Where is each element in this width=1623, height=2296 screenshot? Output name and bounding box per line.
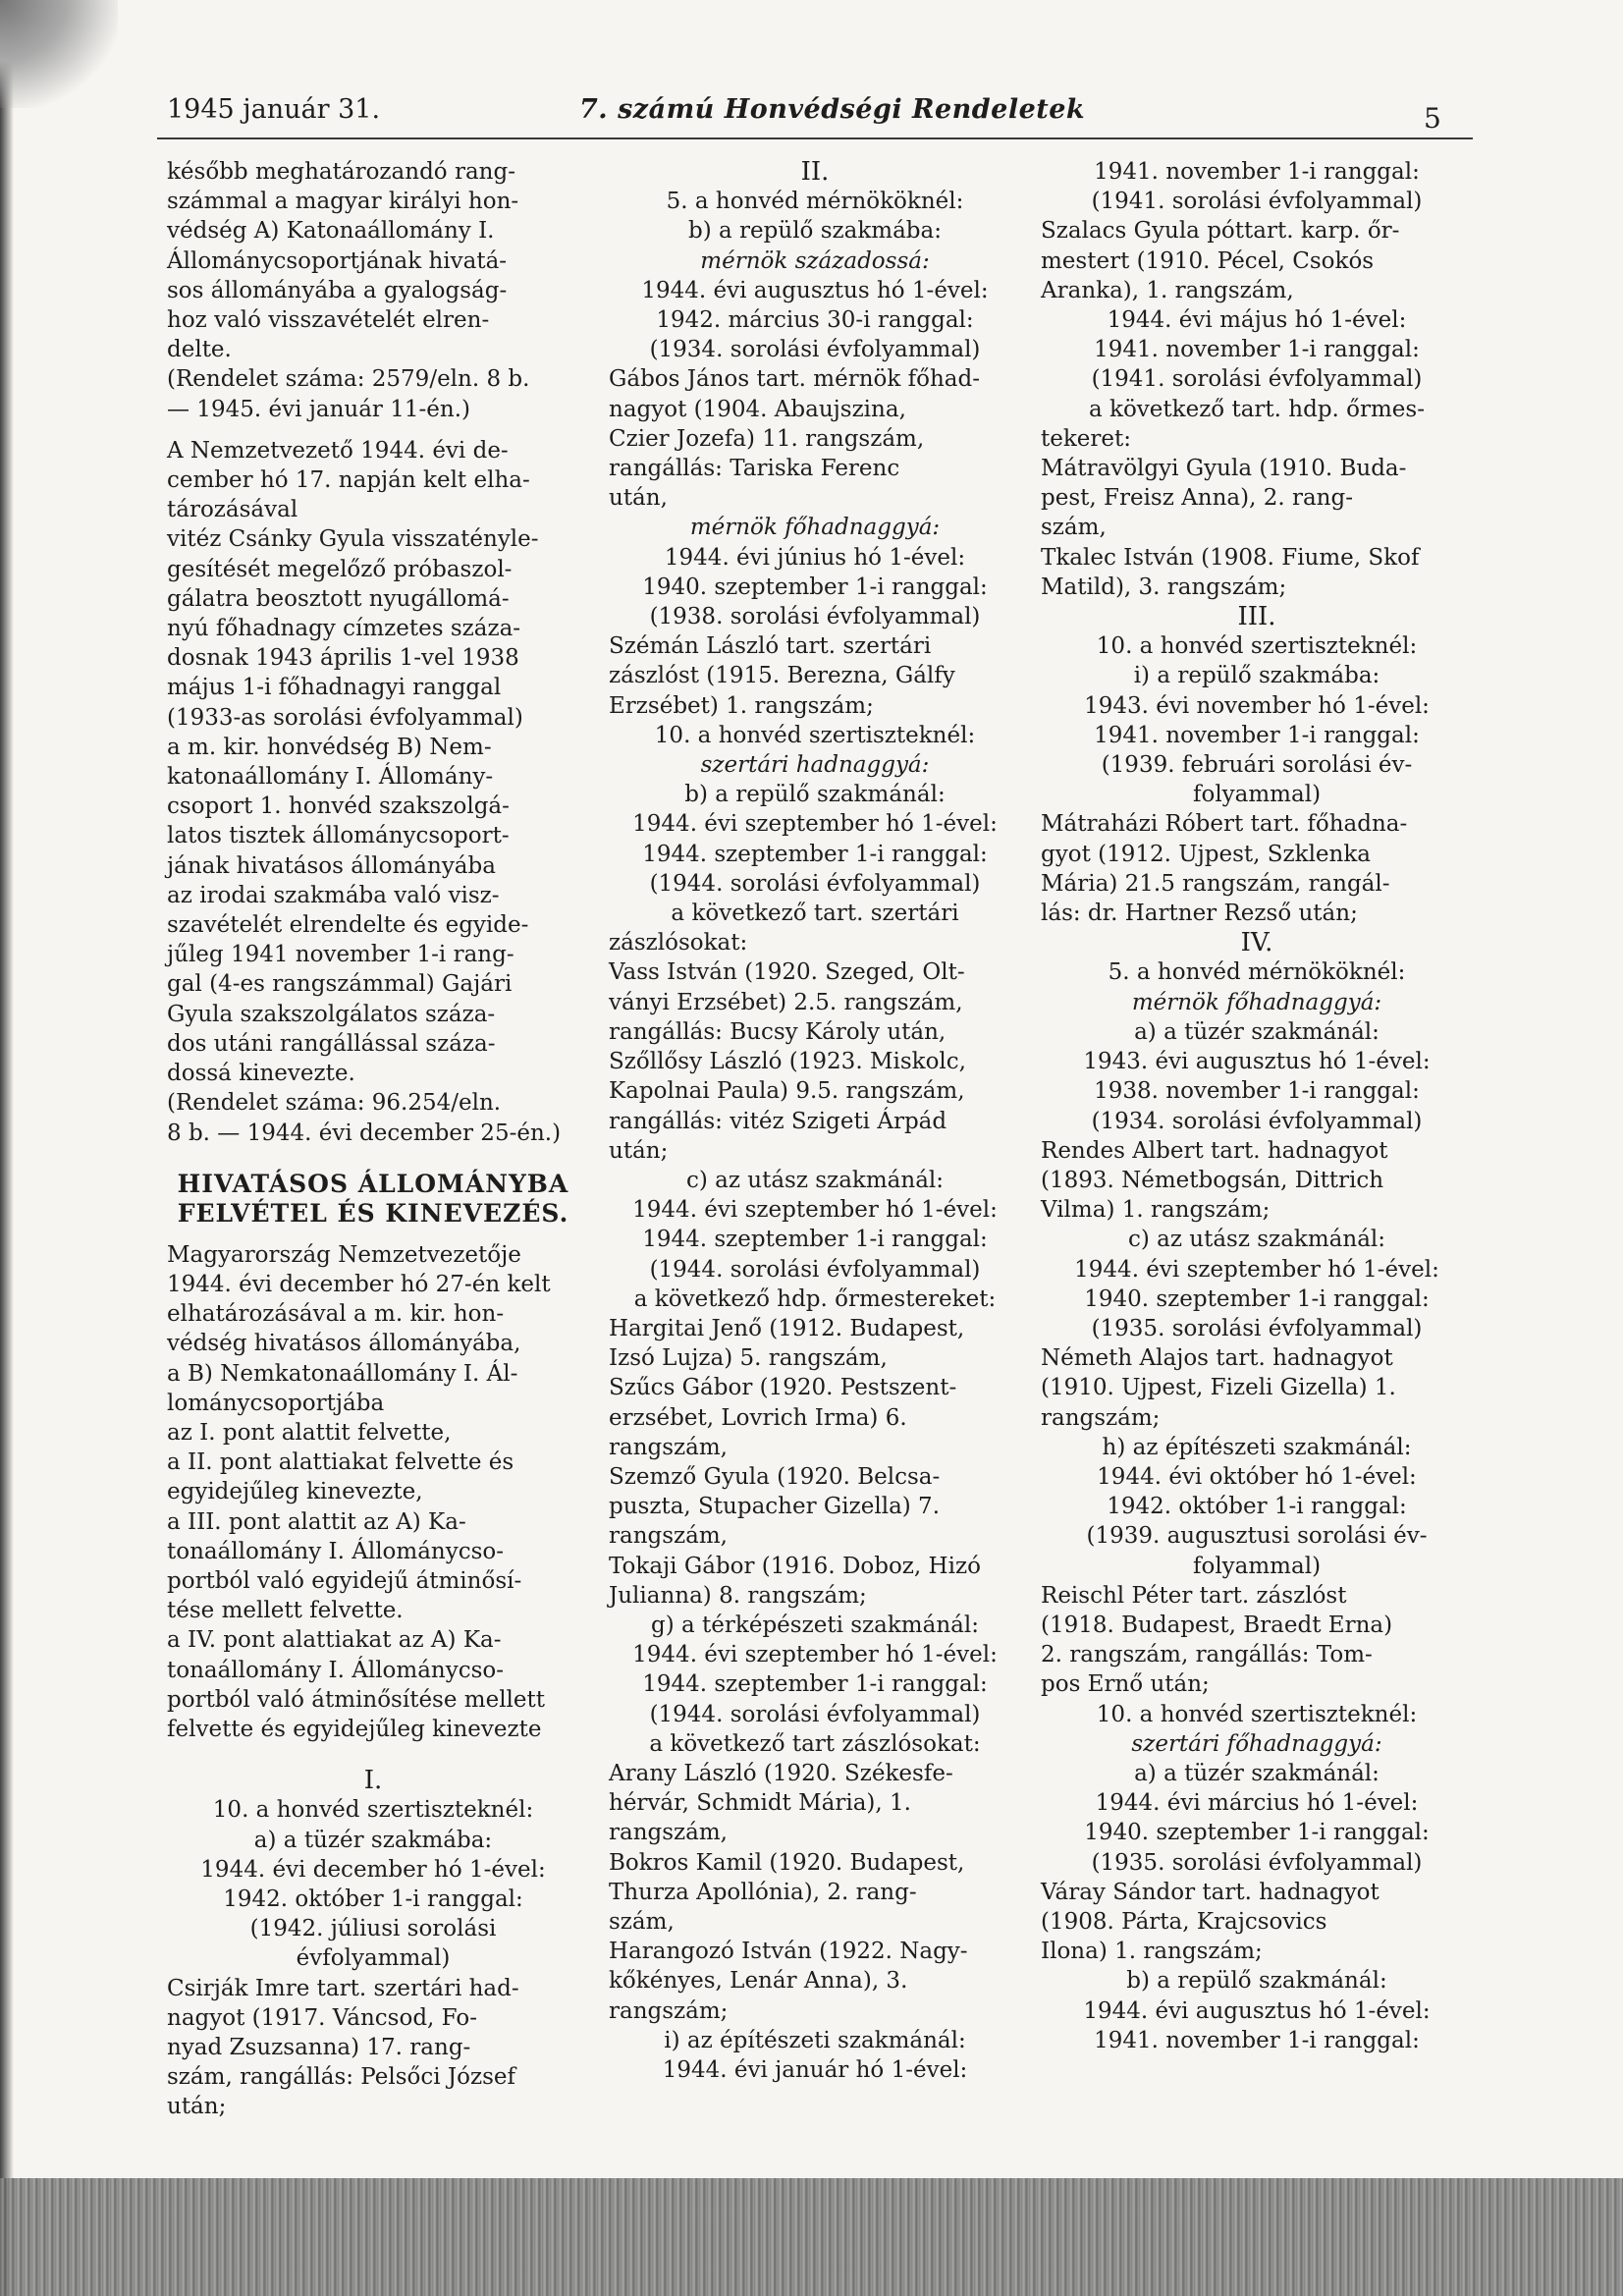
text-line: pest, Freisz Anna), 2. rang- [1041,485,1353,512]
text-line: i) a repülő szakmába: [1133,663,1380,689]
text-line: 2. rangszám, rangállás: Tom- [1041,1642,1373,1668]
text-line: után; [609,1137,669,1164]
text-line: Matild), 3. rangszám; [1041,574,1287,600]
text-line: (1939. augusztusi sorolási év- [1086,1523,1428,1550]
text-line: dos utáni rangállással száza- [167,1030,496,1057]
text-line: a) a tüzér szakmánál: [1134,1760,1380,1786]
text-line: a) a tüzér szakmánál: [1134,1018,1380,1045]
text-line: a következő hdp. őrmestereket: [633,1285,997,1312]
text-line: rangszám, [609,1820,728,1846]
text-line: Németh Alajos tart. hadnagyot [1041,1345,1393,1372]
text-line: Rendes Albert tart. hadnagyot [1041,1137,1388,1164]
text-line: 1942. március 30-i ranggal: [656,307,974,334]
text-line: (1939. februári sorolási év- [1101,752,1413,779]
text-line: (Rendelet száma: 96.254/eln. [167,1090,502,1117]
scan-bottom-band [0,2178,1623,2296]
text-line: 1944. szeptember 1-i ranggal: [642,841,988,867]
text-line: (1935. sorolási évfolyammal) [1091,1849,1423,1876]
text-line: Mátravölgyi Gyula (1910. Buda- [1041,456,1407,482]
text-line: 10. a honvéd szertiszteknél: [212,1797,534,1824]
text-line: gal (4-es rangszámmal) Gajári [167,971,513,998]
text-line: az I. pont alattit felvette, [167,1419,452,1446]
text-line: 1943. évi november hó 1-ével: [1084,692,1430,719]
text-line: után, [609,485,668,512]
text-line: 1944. évi január hó 1-ével: [662,2057,968,2083]
text-line: 1941. november 1-i ranggal: [1094,2027,1420,2053]
text-line: 1941. november 1-i ranggal: [1094,337,1420,363]
text-line: 1940. szeptember 1-i ranggal: [1084,1285,1430,1312]
text-line: 1944. évi december hó 1-ével: [200,1856,546,1883]
text-line: Váray Sándor tart. hadnagyot [1041,1879,1380,1905]
text-line: Hargitai Jenő (1912. Budapest, [609,1315,965,1341]
text-line: 1941. november 1-i ranggal: [1094,159,1420,185]
text-line: rangszám; [609,1997,729,2024]
text-line: később meghatározandó rang- [167,159,515,185]
text-line: Izsó Lujza) 5. rangszám, [609,1345,888,1372]
text-line: 1940. szeptember 1-i ranggal: [642,574,988,600]
text-line: a következő tart. szertári [671,901,959,927]
text-line: szertári hadnaggyá: [700,752,930,779]
text-line: lománycsoportjába [167,1390,385,1416]
text-line: (1908. Párta, Krajcsovics [1041,1908,1327,1935]
text-line: az irodai szakmába való visz- [167,882,500,908]
text-line: elhatározásával a m. kir. hon- [167,1301,505,1328]
text-line: ványi Erzsébet) 2.5. rangszám, [609,989,963,1015]
text-line: c) az utász szakmánál: [685,1167,945,1193]
text-line: szám, [609,1908,675,1935]
text-line: a III. pont alattit az A) Ka- [167,1508,466,1535]
text-line: Szemző Gyula (1920. Belcsa- [609,1463,941,1490]
spacer [167,1744,579,1766]
text-line: (1942. júliusi sorolási [249,1916,497,1942]
text-line: tonaállomány I. Állománycso- [167,1657,505,1683]
spacer [167,1229,579,1240]
text-line: 8 b. — 1944. évi december 25-én.) [167,1120,562,1146]
text-line: (1934. sorolási évfolyammal) [649,337,981,363]
text-line: b) a repülő szakmába: [688,218,942,245]
text-line: Reischl Péter tart. zászlóst [1041,1582,1347,1609]
text-line: 1944. évi március hó 1-ével: [1095,1790,1419,1817]
text-line: 1944. évi május hó 1-ével: [1107,307,1407,334]
text-line: 1944. évi augusztus hó 1-ével: [641,277,989,303]
text-line: (1941. sorolási évfolyammal) [1091,366,1423,393]
text-line: a m. kir. honvédség B) Nem- [167,734,492,760]
text-line: 10. a honvéd szertiszteknél: [1096,1701,1418,1727]
text-line: nyad Zsuzsanna) 17. rang- [167,2034,471,2060]
column-3-text [1041,157,1473,2055]
text-line: portból való egyidejű átminősí- [167,1567,522,1594]
text-line: rangállás: Bucsy Károly után, [609,1018,947,1045]
text-line: sos állományába a gyalogság- [167,277,508,303]
text-line: mérnök századossá: [700,247,930,274]
text-line: 1944. évi augusztus hó 1-ével: [1083,1997,1431,2024]
text-line: 1942. október 1-i ranggal: [1107,1494,1407,1520]
text-line: latos tisztek állománycsoport- [167,823,510,849]
text-line: pos Ernő után; [1041,1671,1210,1698]
text-line: a IV. pont alattiakat az A) Ka- [167,1627,502,1654]
text-line: 1940. szeptember 1-i ranggal: [1084,1820,1430,1846]
text-line: (1893. Németbogsán, Dittrich [1041,1167,1384,1193]
text-line: (1941. sorolási évfolyammal) [1091,189,1423,215]
text-line: lás: dr. Hartner Rezső után; [1041,901,1358,927]
column-1-appointments [167,1240,579,1744]
text-line: rangszám, [609,1523,728,1550]
column-1-text [167,157,579,1148]
text-line: Arany László (1920. Székesfe- [609,1760,953,1786]
text-line: 5. a honvéd mérnököknél: [666,189,964,215]
page-header [157,94,1473,134]
text-line: (1944. sorolási évfolyammal) [649,1701,981,1727]
text-line: védség A) Katonaállomány I. [167,218,495,245]
text-line: Vilma) 1. rangszám; [1041,1197,1271,1224]
text-line: A Nemzetvezető 1944. évi de- [167,437,509,464]
text-line: 1944. évi június hó 1-ével: [664,544,966,571]
header-date: 1945 január 31. [167,94,381,125]
text-line: hoz való visszavételét elren- [167,307,490,334]
text-line: a) a tüzér szakmába: [253,1827,493,1853]
text-line: IV. [1240,928,1273,958]
text-line: g) a térképészeti szakmánál: [651,1612,979,1638]
page-number: 5 [1424,102,1441,135]
text-line: gyot (1912. Ujpest, Szklenka [1041,841,1372,867]
section-heading-line-1: HIVATÁSOS ÁLLOMÁNYBA [177,1169,569,1198]
header-title: 7. számú Honvédségi Rendeletek [579,94,1086,125]
text-line: 10. a honvéd szertiszteknél: [654,722,976,748]
text-line: hérvár, Schmidt Mária), 1. [609,1790,911,1817]
text-line: Aranka), 1. rangszám, [1041,277,1294,303]
text-line: rangszám, [609,1434,728,1460]
text-line: Kapolnai Paula) 9.5. rangszám, [609,1078,965,1105]
text-line: Szőllősy László (1923. Miskolc, [609,1049,966,1075]
text-line: zászlóst (1915. Berezna, Gálfy [609,663,955,689]
text-line: védség hivatásos állományába, [167,1331,521,1357]
text-line: 1941. november 1-i ranggal: [1094,722,1420,748]
text-line: h) az építészeti szakmánál: [1102,1434,1412,1460]
text-line: dosnak 1943 április 1-vel 1938 [167,645,519,672]
text-line: (1933-as sorolási évfolyammal) [167,704,523,731]
text-line: Czier Jozefa) 11. rangszám, [609,425,925,452]
text-line: felvette és egyidejűleg kinevezte [167,1716,542,1742]
text-line: Gábos János tart. mérnök főhad- [609,366,980,393]
text-line: a B) Nemkatonaállomány I. Ál- [167,1360,518,1387]
text-line: folyammal) [1192,1553,1322,1579]
text-line: Julianna) 8. rangszám; [609,1582,867,1609]
text-line: Tokaji Gábor (1916. Doboz, Hizó [609,1553,981,1579]
text-line: Harangozó István (1922. Nagy- [609,1939,968,1965]
text-line: Mátraházi Róbert tart. főhadna- [1041,811,1408,838]
text-line: 1944. évi szeptember hó 1-ével: [632,1642,998,1668]
text-line: 10. a honvéd szertiszteknél: [1096,633,1418,660]
text-line: nyú főhadnagy címzetes száza- [167,616,521,642]
text-line: Bokros Kamil (1920. Budapest, [609,1849,965,1876]
text-line: kőkényes, Lenár Anna), 3. [609,1968,908,1995]
text-line: 1944. szeptember 1-i ranggal: [642,1227,988,1253]
text-line: I. [363,1766,383,1796]
text-line: zászlósokat: [609,930,748,957]
text-line: (1910. Ujpest, Fizeli Gizella) 1. [1041,1375,1396,1401]
text-line: katonaállomány I. Állomány- [167,764,494,791]
text-line: i) az építészeti szakmánál: [664,2027,966,2053]
text-line: szám, rangállás: Pelsőci József [167,2064,516,2091]
text-line: (1934. sorolási évfolyammal) [1091,1108,1423,1134]
text-line: cember hó 17. napján kelt elha- [167,467,530,494]
text-line: Gyula szakszolgálatos száza- [167,1001,496,1027]
column-3 [1041,157,1473,2055]
text-line: jának hivatásos állományába [167,852,496,879]
text-line: 1938. november 1-i ranggal: [1094,1078,1420,1105]
text-line: (1918. Budapest, Braedt Erna) [1041,1612,1393,1638]
section-heading-line-2: FELVÉTEL ÉS KINEVEZÉS. [177,1198,569,1228]
text-line: 5. a honvéd mérnököknél: [1108,959,1406,986]
text-line: Tkalec István (1908. Fiume, Skof [1041,544,1420,571]
scan-edge-shadow [0,0,14,2296]
header-rule [157,137,1473,139]
text-line: portból való átminősítése mellett [167,1686,546,1713]
text-line: puszta, Stupacher Gizella) 7. [609,1494,941,1520]
text-line: 1943. évi augusztus hó 1-ével: [1083,1049,1431,1075]
text-line: — 1945. évi január 11-én.) [167,396,470,422]
text-line: rangszám; [1041,1404,1161,1431]
text-line: 1944. évi december hó 27-én kelt [167,1271,551,1297]
text-line: III. [1237,602,1276,632]
text-line: gálatra beosztott nyugállomá- [167,585,510,612]
text-line: mérnök főhadnaggyá: [689,515,941,541]
spacer [167,1148,579,1170]
text-line: vitéz Csánky Gyula visszatényle- [167,526,539,553]
text-line: tekeret: [1041,425,1131,452]
column-2-text [609,157,1021,2085]
text-line: (1944. sorolási évfolyammal) [649,1256,981,1283]
text-line: a következő tart. hdp. őrmes- [1088,396,1425,422]
text-line: Állománycsoportjának hivatá- [167,247,508,274]
text-line: 1942. október 1-i ranggal: [223,1886,523,1912]
text-line: 1944. évi szeptember hó 1-ével: [632,1197,998,1224]
text-line: Thurza Apollónia), 2. rang- [609,1879,917,1905]
text-line: szertári főhadnaggyá: [1131,1730,1382,1757]
text-line: tározásával [167,497,298,523]
text-line: a II. pont alattiakat felvette és [167,1449,514,1476]
text-line: (1944. sorolási évfolyammal) [649,870,981,897]
text-line: c) az utász szakmánál: [1127,1227,1386,1253]
text-line: nagyot (1904. Abaujszina, [609,396,906,422]
text-line: (Rendelet száma: 2579/eln. 8 b. [167,366,530,393]
column-1 [167,157,579,2122]
text-line: Erzsébet) 1. rangszám; [609,692,874,719]
text-line: Szűcs Gábor (1920. Pestszent- [609,1375,957,1401]
text-line: b) a repülő szakmánál: [1126,1968,1387,1995]
text-line: Szalacs Gyula póttart. karp. őr- [1041,218,1400,245]
text-line: mestert (1910. Pécel, Csokós [1041,247,1375,274]
text-line: Szémán László tart. szertári [609,633,932,660]
text-line: (1938. sorolási évfolyammal) [649,604,981,630]
text-line: (1935. sorolási évfolyammal) [1091,1315,1423,1341]
text-line: csoport 1. honvéd szakszolgá- [167,793,510,820]
text-line: szám, [1041,515,1107,541]
text-line: Magyarország Nemzetvezetője [167,1241,521,1268]
text-line: évfolyammal) [296,1945,451,1972]
text-line: folyammal) [1192,782,1322,808]
text-line: rangállás: Tariska Ferenc [609,456,900,482]
scan-corner-smudge [0,0,118,108]
text-line: delte. [167,337,232,363]
text-line: jűleg 1941 november 1-i rang- [167,942,514,968]
text-line: május 1-i főhadnagyi ranggal [167,675,502,701]
text-line: dossá kinevezte. [167,1061,355,1087]
text-line: Csirják Imre tart. szertári had- [167,1975,519,2001]
column-2 [609,157,1021,2085]
text-line: 1944. évi október hó 1-ével: [1097,1463,1417,1490]
text-line: rangállás: vitéz Szigeti Árpád [609,1108,947,1134]
text-line: Mária) 21.5 rangszám, rangál- [1041,870,1390,897]
text-line: erzsébet, Lovrich Irma) 6. [609,1404,907,1431]
text-line: nagyot (1917. Váncsod, Fo- [167,2004,477,2031]
text-line: szavételét elrendelte és egyide- [167,912,529,939]
text-line: mérnök főhadnaggyá: [1131,989,1382,1015]
text-line: Vass István (1920. Szeged, Olt- [609,959,965,986]
text-line: Ilona) 1. rangszám; [1041,1939,1263,1965]
text-line: után; [167,2094,227,2120]
text-line: számmal a magyar királyi hon- [167,189,519,215]
text-line: II. [800,157,830,187]
text-line: tése mellett felvette. [167,1598,404,1624]
text-line: b) a repülő szakmánál: [684,782,946,808]
text-line: tonaállomány I. Állománycso- [167,1538,505,1564]
text-line [167,424,579,436]
text-line: 1944. évi szeptember hó 1-ével: [1074,1256,1439,1283]
text-line: a következő tart zászlósokat: [649,1730,981,1757]
text-line: egyidejűleg kinevezte, [167,1479,423,1505]
text-line: 1944. évi szeptember hó 1-ével: [632,811,998,838]
column-1-section-i [167,1766,579,2121]
text-line: 1944. szeptember 1-i ranggal: [642,1671,988,1698]
text-line: gesítését megelőző próbaszol- [167,556,513,582]
